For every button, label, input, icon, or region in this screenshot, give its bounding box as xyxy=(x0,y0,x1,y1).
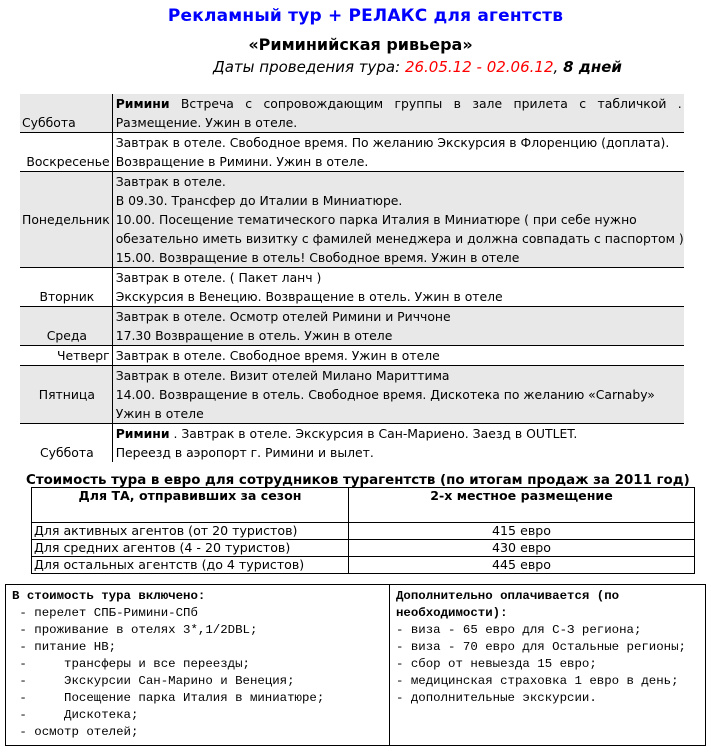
day-label: Суббота xyxy=(20,424,112,463)
agent-category: Для остальных агентств (до 4 туристов) xyxy=(32,557,349,574)
description-line: 15.00. Возвращение в отель! Свободное время. Ужин в отеле xyxy=(115,250,520,265)
price-value: 430 евро xyxy=(349,540,695,557)
description-line: Размещение. Ужин в отеле. xyxy=(115,115,298,130)
extra-item: - виза - 65 евро для С-З региона; xyxy=(396,623,642,637)
day-label: Четверг xyxy=(20,346,112,366)
tour-name: «Риминийская ривьера» xyxy=(248,35,473,54)
description-line: Ужин в отеле xyxy=(115,406,204,421)
tour-duration: 8 дней xyxy=(563,58,622,76)
included-item: - питание НВ; xyxy=(12,640,117,654)
included-box xyxy=(5,584,390,746)
description-line: Переезд в аэропорт г. Римини и вылет. xyxy=(115,445,374,460)
day-description xyxy=(112,346,684,366)
day-description xyxy=(112,94,684,133)
dates-value: 26.05.12 - 02.06.12 xyxy=(404,58,554,76)
included-item: - Посещение парка Италия в миниатюре; xyxy=(12,691,325,705)
page-title: Рекламный тур + РЕЛАКС для агентств xyxy=(167,6,564,26)
schedule-row xyxy=(20,366,684,424)
pricing-header-cell: Для ТА, отправивших за сезон xyxy=(32,488,349,523)
extra-item: - дополнительные экскурсии. xyxy=(396,691,597,705)
extra-item: - медицинская страховка 1 евро в день; xyxy=(396,674,679,688)
description-line: Завтрак в отеле. Свободное время. Ужин в отеле xyxy=(115,348,440,363)
agent-category: Для средних агентов (4 - 20 туристов) xyxy=(32,540,349,557)
description-line: В 09.30. Трансфер до Италии в Миниатюре. xyxy=(115,193,403,208)
included-item: - Дискотека; xyxy=(12,708,139,722)
schedule-row xyxy=(20,172,684,268)
agent-category: Для активных агентов (от 20 туристов) xyxy=(32,523,349,540)
pricing-header-row xyxy=(32,488,695,523)
tour-dates xyxy=(213,58,622,76)
description-line: 17.30 Возвращение в отель. Ужин в отеле xyxy=(115,328,393,343)
description-line: обезательно иметь визитку с фамилей менеджера и должна совпадать с паспортом ) xyxy=(115,231,684,246)
description-line: Возвращение в Римини. Ужин в отеле. xyxy=(115,154,369,169)
schedule-row xyxy=(20,94,684,133)
extra-box xyxy=(389,584,706,746)
day-label: Среда xyxy=(20,307,112,346)
pricing-title: Стоимость тура в евро для сотрудников турагентств (по итогам продаж за 2011 год) xyxy=(26,473,690,488)
included-item: - трансферы и все переезды; xyxy=(12,657,250,671)
description-line: Римини Встреча с сопровождающим группы в зале прилета с табличкой . xyxy=(115,96,682,111)
schedule-row xyxy=(20,307,684,346)
pricing-row xyxy=(32,523,695,540)
included-item: - Экскурсии Сан-Марино и Венеция; xyxy=(12,674,295,688)
included-item: - осмотр отелей; xyxy=(12,725,139,739)
day-description xyxy=(112,424,684,463)
description-line: Завтрак в отеле. xyxy=(115,174,226,189)
day-description xyxy=(112,307,684,346)
day-description xyxy=(112,133,684,172)
schedule-table xyxy=(20,94,684,462)
pricing-row xyxy=(32,557,695,574)
pricing-header-cell: 2-х местное размещение xyxy=(349,488,695,523)
description-line: Римини . Завтрак в отеле. Экскурсия в Сан-Мариено. Заезд в OUTLET. xyxy=(115,426,578,441)
description-line: Завтрак в отеле. Свободное время. По желанию Экскурсия в Флоренцию (доплата). xyxy=(115,135,670,150)
description-line: 14.00. Возвращение в отель. Свободное время. Дискотека по желанию «Carnaby» xyxy=(115,387,655,402)
schedule-row xyxy=(20,346,684,366)
included-item: - проживание в отелях 3*,1/2DBL; xyxy=(12,623,258,637)
description-line: Завтрак в отеле. Визит отелей Милано Мариттима xyxy=(115,368,450,383)
day-label: Понедельник xyxy=(20,172,112,268)
price-value: 415 евро xyxy=(349,523,695,540)
pricing-row xyxy=(32,540,695,557)
day-description xyxy=(112,366,684,424)
day-description xyxy=(112,172,684,268)
description-line: Завтрак в отеле. ( Пакет ланч ) xyxy=(115,270,322,285)
dates-separator: , xyxy=(553,58,559,76)
description-line: Экскурсия в Венецию. Возвращение в отель. Ужин в отеле xyxy=(115,289,503,304)
description-line: 10.00. Посещение тематического парка Италия в Миниатюре ( при себе нужно xyxy=(115,212,637,227)
extra-item: - виза - 70 евро для Остальные регионы; xyxy=(396,640,686,654)
schedule-row xyxy=(20,268,684,307)
description-line: Завтрак в отеле. Осмотр отелей Римини и Риччоне xyxy=(115,309,451,324)
schedule-row xyxy=(20,424,684,463)
included-item: - перелет СПБ-Римини-СПб xyxy=(12,606,198,620)
dates-label: Даты проведения тура: xyxy=(213,58,401,76)
day-label: Воскресенье xyxy=(20,133,112,172)
pricing-table xyxy=(31,487,695,574)
day-label: Пятница xyxy=(20,366,112,424)
schedule-row xyxy=(20,133,684,172)
day-description xyxy=(112,268,684,307)
day-label: Суббота xyxy=(20,94,112,133)
day-label: Вторник xyxy=(20,268,112,307)
extra-item: - сбор от невыезда 15 евро; xyxy=(396,657,597,671)
price-value: 445 евро xyxy=(349,557,695,574)
included-title: В стоимость тура включено: xyxy=(12,589,206,603)
extra-title: Дополнительно оплачивается (по необходимости): xyxy=(396,589,620,620)
